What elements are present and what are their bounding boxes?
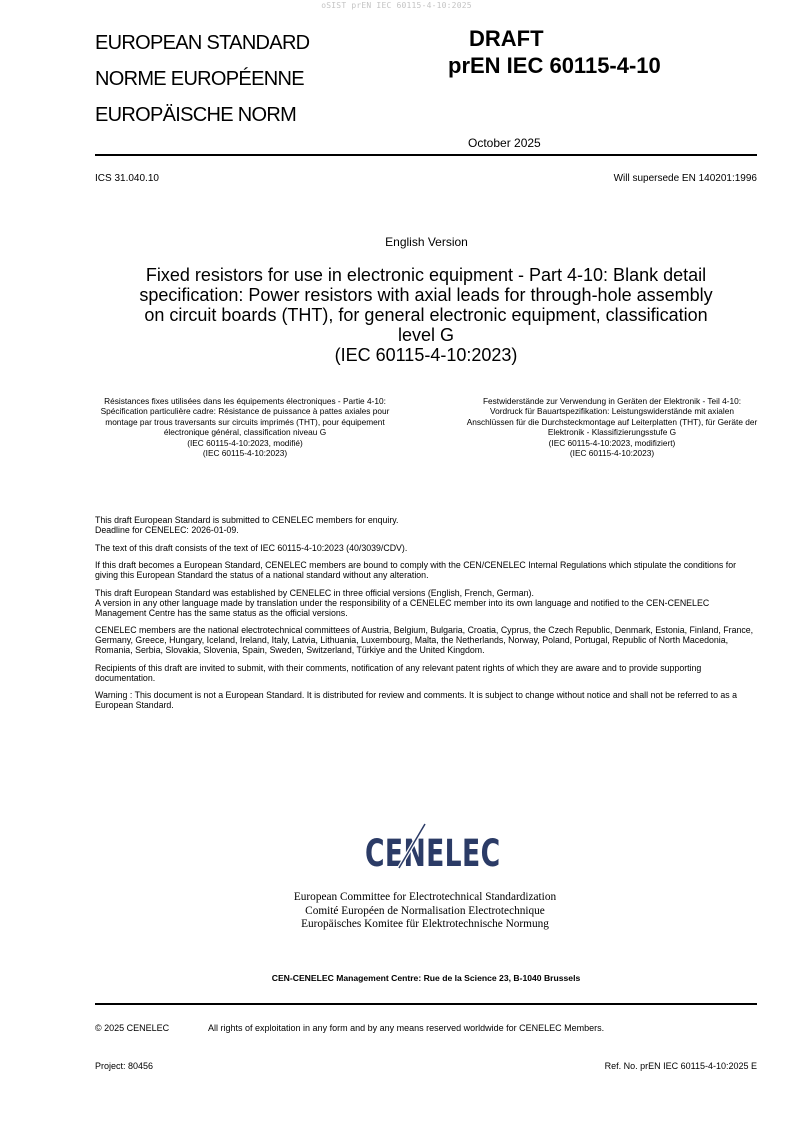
- draft-label: DRAFT: [469, 26, 544, 51]
- logo-slash-icon: [355, 822, 515, 872]
- regulations-paragraph: If this draft becomes a European Standard, CENELEC members are bound to comply with the CEN/CENELEC Internal Regulations which stipulate the conditions for giving this European Standard the status of a national standard without any alteration.: [95, 560, 737, 580]
- reference-number: Ref. No. prEN IEC 60115-4-10:2025 E: [604, 1061, 757, 1071]
- document-number: prEN IEC 60115-4-10: [448, 53, 661, 78]
- title-german-ref-modified: (IEC 60115-4-10:2023, modifiziert): [548, 437, 676, 448]
- project-number: Project: 80456: [95, 1061, 154, 1071]
- translation-text: A version in any other language made by translation under the responsibility of a CENELEC member into its own language and notified to the CEN-CENELEC Management Centre has the same status as the official versions.: [95, 597, 710, 618]
- watermark: oSIST prEN IEC 60115-4-10:2025: [321, 1, 472, 10]
- copyright-notice: © 2025 CENELEC: [95, 1023, 170, 1033]
- title-french-ref: (IEC 60115-4-10:2023): [202, 448, 288, 459]
- publication-date: October 2025: [468, 136, 541, 150]
- official-versions-text: This draft European Standard was established by CENELEC in three official versions (English, French, German).: [95, 587, 534, 598]
- committee-name-en: European Committee for Electrotechnical Standardization: [293, 891, 557, 903]
- rights-statement: All rights of exploitation in any form and by any means reserved worldwide for CENELEC Members.: [208, 1023, 605, 1033]
- title-french-ref-modified: (IEC 60115-4-10:2023, modifié): [187, 437, 303, 448]
- title-german-ref: (IEC 60115-4-10:2023): [569, 448, 655, 459]
- deadline-text: Deadline for CENELEC: 2026-01-09.: [95, 525, 239, 535]
- cenelec-logo-text: CENELEC: [365, 832, 501, 875]
- title-english-ref: (IEC 60115-4-10:2023): [334, 345, 518, 365]
- committee-names: [195, 891, 655, 932]
- cenelec-logo: [355, 822, 515, 875]
- body-text: [95, 515, 757, 718]
- management-centre-address: CEN-CENELEC Management Centre: Rue de la Science 23, B-1040 Brussels: [271, 973, 581, 983]
- committee-name-de: Europäisches Komitee für Elektrotechnische Normung: [301, 918, 549, 930]
- title-german: Festwiderstände zur Verwendung in Geräten der Elektronik - Teil 4-10: Vordruck für Bauartspezifikation: Leistungswiderstände mit axialen Anschlüssen für die Durchsteckmontage auf Leiterplatten (THT), für Geräte der Elektronik - Klassifizierungsstufe G: [466, 396, 758, 438]
- source-text-paragraph: The text of this draft consists of the text of IEC 60115-4-10:2023 (40/3039/CDV).: [95, 542, 408, 553]
- warning-paragraph: Warning : This document is not a European Standard. It is distributed for review and comments. It is subject to change without notice and shall not be referred to as a European Standard.: [95, 690, 738, 710]
- standard-name-de: EUROPÄISCHE NORM: [95, 104, 297, 126]
- patent-rights-paragraph: Recipients of this draft are invited to submit, with their comments, notification of any relevant patent rights of which they are aware and to provide supporting documentation.: [95, 662, 702, 683]
- title-french-block: [95, 396, 395, 458]
- ics-code: ICS 31.040.10: [95, 173, 159, 184]
- bottom-divider: [95, 1003, 757, 1005]
- supersedes-note: Will supersede EN 140201:1996: [613, 173, 757, 184]
- version-label: English Version: [385, 235, 468, 249]
- enquiry-paragraph: [95, 515, 757, 535]
- title-french: Résistances fixes utilisées dans les équipements électroniques - Partie 4-10: Spécification particulière cadre: Résistance de puissance à pattes axiales pour montage par trous traversants sur circuits imprimés (THT), pour équipement électronique général, classification niveau G: [100, 396, 390, 438]
- committee-name-fr: Comité Européen de Normalisation Electrotechnique: [305, 904, 545, 917]
- title-english: Fixed resistors for use in electronic equipment - Part 4-10: Blank detail specification: Power resistors with axial leads for through-hole assembly on circuit boards (THT), for general electronic equipment, classification level G: [139, 265, 713, 345]
- standard-name-fr: NORME EUROPÉENNE: [95, 68, 304, 90]
- enquiry-text: This draft European Standard is submitted to CENELEC members for enquiry.: [95, 515, 399, 525]
- official-versions-paragraph: [95, 588, 757, 618]
- draft-title-block: [448, 25, 678, 79]
- title-german-block: [466, 396, 758, 458]
- top-divider: [95, 154, 757, 156]
- standard-name-en: EUROPEAN STANDARD: [95, 32, 310, 54]
- main-title: [135, 265, 717, 365]
- members-paragraph: CENELEC members are the national electrotechnical committees of Austria, Belgium, Bulgaria, Croatia, Cyprus, the Czech Republic, Denmark, Estonia, Finland, France, Germany, Greece, Hungary, Iceland, Ireland, Italy, Latvia, Lithuania, Luxembourg, Malta, the Netherlands, Norway, Poland, Portugal, Republic of North Macedonia, Romania, Serbia, Slovakia, Slovenia, Spain, Sweden, Switzerland, Türkiye and the United Kingdom.: [95, 625, 754, 655]
